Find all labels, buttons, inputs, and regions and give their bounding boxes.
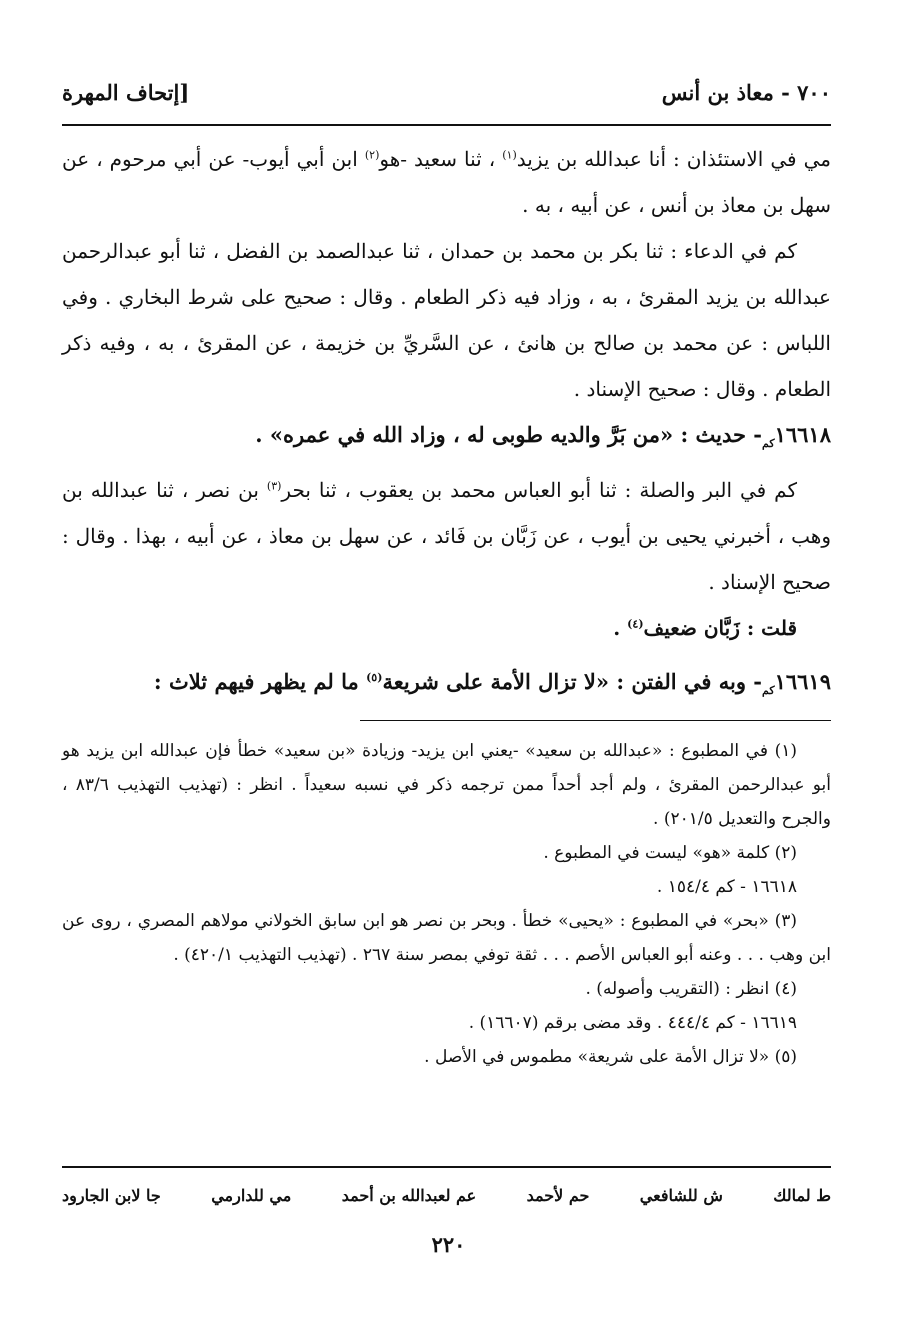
footnote-ref-2[interactable]: (٢) [364,148,380,162]
siglum-darimi: مي للدارمي [211,1185,292,1205]
footnote-1: (١) في المطبوع : «عبدالله بن سعيد» -يعني ابن يزيد- وزيادة «بن سعيد» خطأ فإن عبدالله ابن يزيد هو أبو عبدالرحمن المقرئ ، ولم أجد أحداً ممن ترجمه ذكر في نسبه سعيداً . انظر : (تهذيب التهذيب ٨٣/٦ ، والجرح والتعديل ٢٠١/٥) . [62,741,831,829]
footnote-rule [360,720,831,721]
footnote-ref-4[interactable]: (٤) [627,617,644,631]
hadith-number: ١٦٦١٩ [774,669,831,695]
paragraph-qultu [62,605,831,651]
header-rule [62,124,831,126]
paragraph-darimi [62,136,831,228]
footnote-2: (٢) كلمة «هو» ليست في المطبوع . [543,843,797,863]
hadith-siglum: كم [762,684,775,698]
paragraph-hakim-dua [62,228,831,412]
text-run: ابن أبي أيوب- عن أبي مرحوم ، عن سهل بن معاذ بن أنس ، عن أبيه ، به . [62,147,831,217]
text-run: قلت : زَبَّان ضعيف [643,616,797,641]
paragraph-hakim-birr [62,467,831,605]
text-run: بن نصر ، ثنا عبدالله بن وهب ، أخبرني يحيى بن أيوب ، عن زَبَّان بن فَائد ، عن سهل بن معاذ ، عن أبيه ، بهذا . وقال : صحيح الإسناد . [62,478,831,595]
text-run: كم في الدعاء : ثنا بكر بن محمد بن حمدان ، ثنا عبدالصمد بن الفضل ، ثنا أبو عبدالرحمن عبدالله بن يزيد المقرئ ، به ، وزاد فيه ذكر الطعام . وقال : صحيح على شرط البخاري . وفي اللباس : عن محمد بن صالح بن هانئ ، عن السَّريِّ بن خزيمة ، عن المقرئ ، به ، وفيه ذكر الطعام . وقال : صحيح الإسناد . [62,239,831,401]
footnote-3: (٣) «بحر» في المطبوع : «يحيى» خطأ . وبحر بن نصر هو ابن سابق الخولاني مولاهم المصري ، روى عن ابن وهب . . . وعنه أبو العباس الأصم . . . ثقة توفي بمصر سنة ٢٦٧ . (تهذيب التهذيب ٤٢٠/١) . [62,911,831,965]
hadith-text: ما لم يظهر فيهم ثلاث : [153,669,359,695]
footnote-ref-5[interactable]: (٥) [366,671,383,685]
sigla-rule [62,1166,831,1168]
header-chapter-title: ٧٠٠ - معاذ بن أنس [661,79,831,105]
footnote-5: (٥) «لا تزال الأمة على شريعة» مطموس في الأصل . [424,1047,797,1067]
source-ref-16619: ١٦٦١٩ - كم ٤٤٤/٤ . وقد مضى برقم (١٦٦٠٧) . [468,1013,797,1033]
siglum-abdullah: عم لعبدالله بن أحمد [341,1185,477,1205]
siglum-ahmad: حم لأحمد [526,1185,590,1205]
text-run: كم في البر والصلة : ثنا أبو العباس محمد بن يعقوب ، ثنا بحر [281,478,798,503]
hadith-text: - وبه في الفتن : «لا تزال الأمة على شريعة [382,669,763,695]
hadith-16618 [62,412,831,467]
hadith-text: - حديث : «من بَرَّ والديه طوبى له ، وزاد الله في عمره» . [255,422,763,447]
siglum-malik: ط لمالك [773,1185,831,1205]
siglum-ibn-jarud: جا لابن الجارود [62,1185,161,1205]
hadith-number: ١٦٦١٨ [774,422,831,447]
header-book-title: [إتحاف المهرة [62,79,190,105]
siglum-shafii: ش للشافعي [639,1185,723,1205]
footnote-4: (٤) انظر : (التقريب وأصوله) . [585,979,797,999]
text-run: ، ثنا سعيد -هو [379,147,496,171]
main-text [62,136,831,714]
page-number: ٢٢٠ [431,1232,466,1257]
footnotes [62,734,831,1074]
running-header [62,74,831,110]
text-run: مي في الاستئذان : أنا عبدالله بن يزيد [516,147,832,171]
footnote-ref-1[interactable]: (١) [502,148,517,162]
hadith-16619 [62,659,831,714]
source-ref-16618: ١٦٦١٨ - كم ١٥٤/٤ . [656,877,797,897]
footnote-ref-3[interactable]: (٣) [266,479,282,493]
hadith-siglum: كم [762,437,775,451]
sigla-legend [62,1180,831,1210]
text-run: . [613,616,621,641]
